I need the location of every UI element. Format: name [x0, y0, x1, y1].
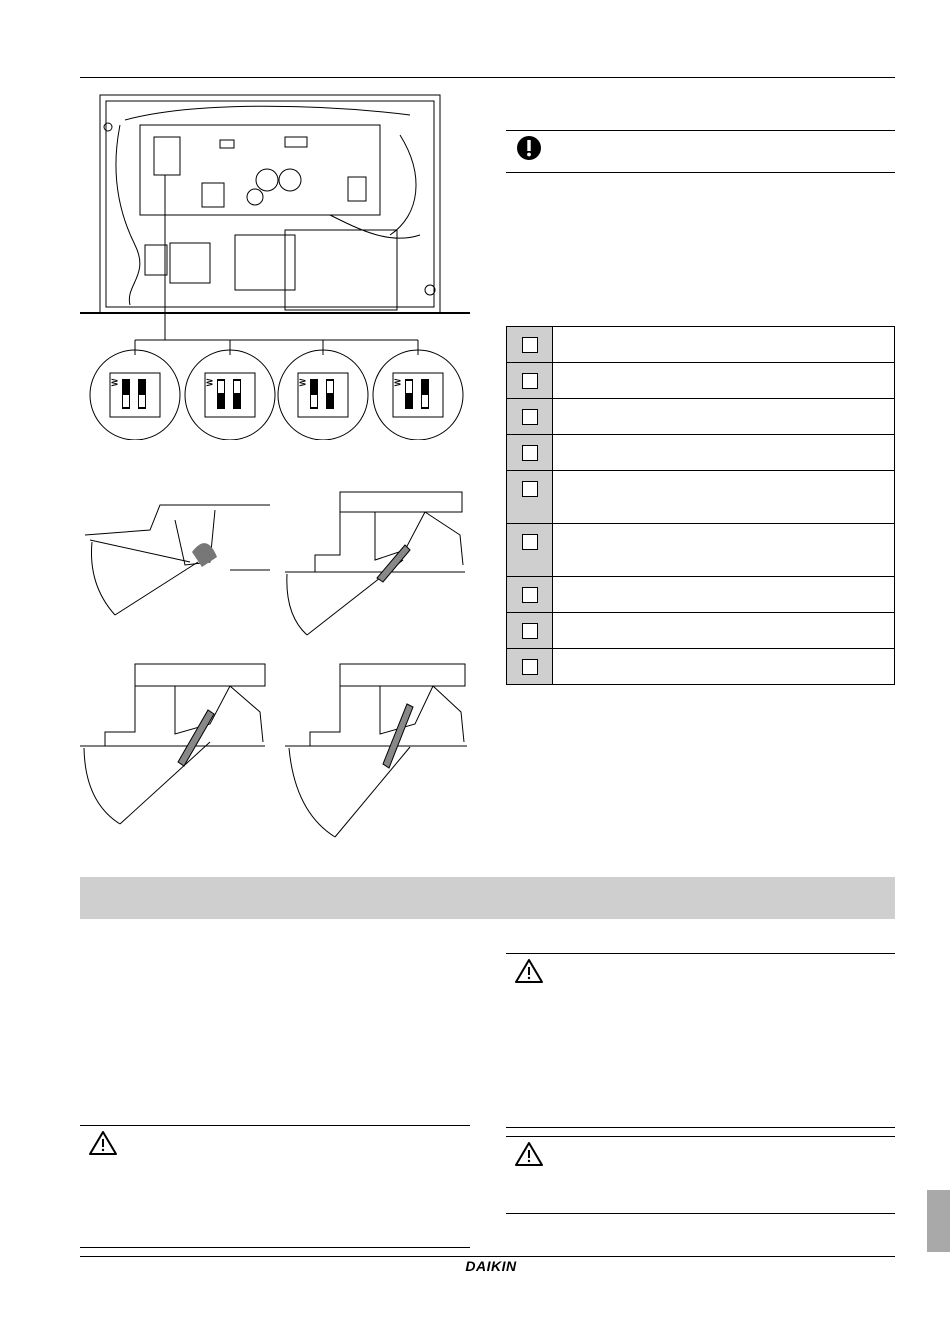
legend-text	[553, 435, 895, 471]
header-rule	[80, 77, 895, 78]
legend-row	[507, 435, 895, 471]
warning-rule-bottom-2	[506, 1213, 895, 1214]
legend-text	[553, 577, 895, 613]
legend-row	[507, 577, 895, 613]
legend-key-box	[522, 337, 538, 353]
switch-label-4: W	[393, 378, 403, 387]
warning-triangle-icon	[514, 958, 544, 984]
warning-triangle-icon	[514, 1141, 544, 1167]
legend-key-box	[522, 623, 538, 639]
angle-detail-2	[285, 490, 465, 640]
legend-key-box	[522, 445, 538, 461]
legend-text	[553, 613, 895, 649]
side-chapter-tab	[927, 1190, 950, 1252]
exclamation-circle-icon	[516, 135, 542, 161]
legend-text	[553, 471, 895, 524]
legend-row	[507, 399, 895, 435]
warning-triangle-icon	[88, 1130, 118, 1156]
legend-text	[553, 649, 895, 685]
warning-rule-bottom-3	[80, 1247, 470, 1248]
unit-wiring-illustration	[80, 85, 470, 440]
notice-rule-bottom	[506, 172, 895, 173]
angle-detail-1	[80, 490, 270, 625]
switch-label-2: W	[205, 378, 215, 387]
footer-rule	[80, 1256, 895, 1257]
legend-row	[507, 327, 895, 363]
legend-text	[553, 363, 895, 399]
angle-detail-4	[285, 662, 470, 842]
legend-key-box	[522, 659, 538, 675]
legend-text	[553, 327, 895, 363]
warning-rule-bottom-1	[506, 1127, 895, 1128]
section-heading-band	[80, 877, 895, 919]
legend-row	[507, 649, 895, 685]
switch-label-3: W	[298, 378, 308, 387]
legend-key-box	[522, 481, 538, 497]
legend-key-box	[522, 587, 538, 603]
warning-rule-top-2	[506, 1136, 895, 1137]
legend-text	[553, 399, 895, 435]
legend-row	[507, 363, 895, 399]
warning-rule-top-1	[506, 953, 895, 954]
warning-rule-top-3	[80, 1125, 470, 1126]
legend-row	[507, 524, 895, 577]
legend-key-box	[522, 373, 538, 389]
legend-row	[507, 471, 895, 524]
legend-row	[507, 613, 895, 649]
legend-text	[553, 524, 895, 577]
notice-rule-top	[506, 130, 895, 131]
angle-detail-3	[80, 662, 270, 832]
legend-key-box	[522, 409, 538, 425]
legend-key-box	[522, 534, 538, 550]
legend-table	[506, 326, 895, 685]
brand-logo: DAIKIN	[465, 1258, 517, 1274]
switch-label-1: W	[110, 378, 120, 387]
